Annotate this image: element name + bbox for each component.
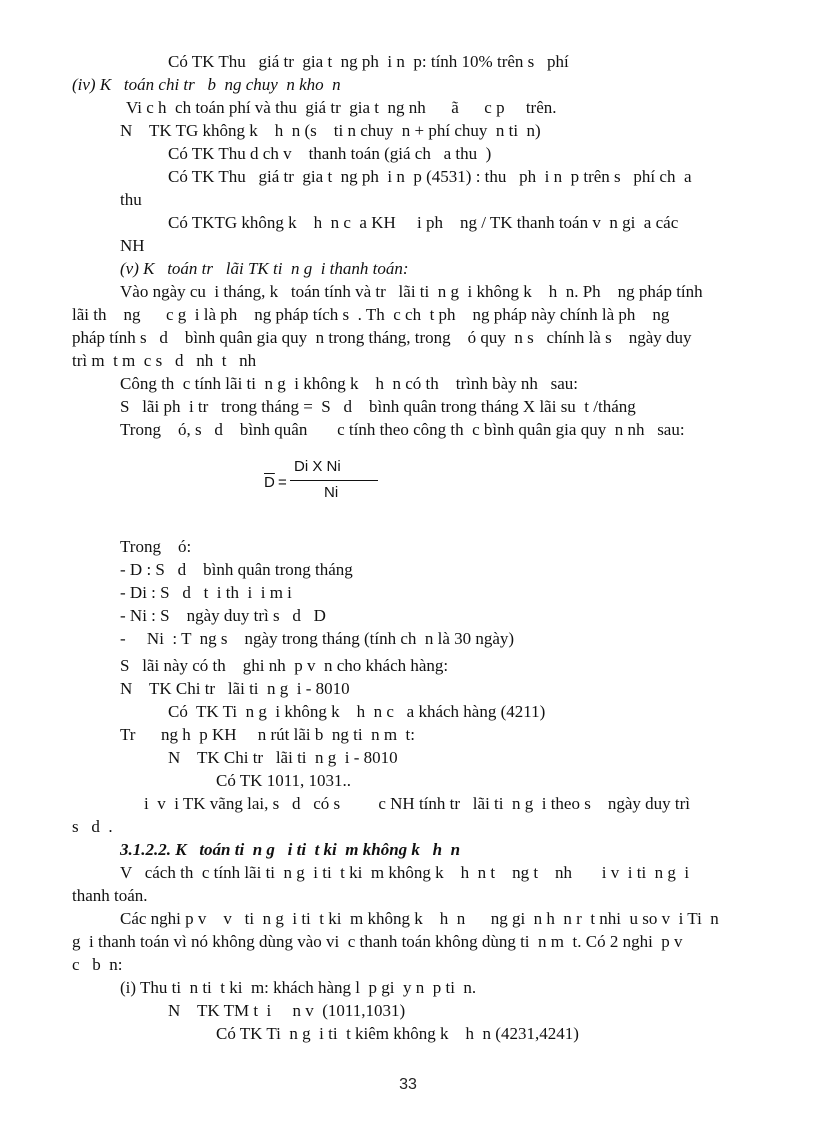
text-line: Có TK Thu giá tr gia t ng ph i n p (4531) : thu ph i n p trên s phí ch a bbox=[168, 167, 692, 186]
text-line: Các nghi p v v ti n g i ti t ki m không k h n ng gi n h n r t nhi u so v i Ti n bbox=[120, 909, 719, 928]
text-line: c b n: bbox=[72, 955, 123, 974]
definition-item: - D : S d bình quân trong tháng bbox=[120, 560, 353, 579]
section-heading: (v) K toán tr lãi TK ti n g i thanh toán: bbox=[120, 259, 409, 278]
text-line: pháp tính s d bình quân gia quy n trong tháng, trong ó quy n s chính là s ngày duy bbox=[72, 328, 692, 347]
text-line: thu bbox=[120, 190, 142, 209]
text-line: S lãi này có th ghi nh p v n cho khách hàng: bbox=[120, 656, 449, 675]
text-line: Vào ngày cu i tháng, k toán tính và tr lãi ti n g i không k h n. Ph ng pháp tính bbox=[120, 282, 703, 301]
text-line: (iv) K toán chi tr b ng chuy n kho n bbox=[72, 75, 341, 94]
text-line: NH bbox=[120, 236, 145, 255]
fraction-bar bbox=[290, 480, 378, 481]
text-line: Có TK Thu giá tr gia t ng ph i n p: tính 10% trên s phí bbox=[168, 52, 569, 71]
definition-item: - Di : S d t i th i i m i bbox=[120, 583, 292, 602]
text-line: Tr ng h p KH n rút lãi b ng ti n m t: bbox=[120, 725, 415, 744]
text-line: lãi th ng c g i là ph ng pháp tích s . Th c ch t ph ng pháp này chính là ph ng bbox=[72, 305, 670, 324]
formula-denominator: Ni bbox=[324, 484, 339, 501]
definition-item: - Ni : S ngày duy trì s d D bbox=[120, 606, 326, 625]
text-line: Công th c tính lãi ti n g i không k h n có th trình bày nh sau: bbox=[120, 374, 579, 393]
average-balance-formula bbox=[264, 458, 364, 506]
text-line: N TK TM t i n v (1011,1031) bbox=[168, 1001, 406, 1020]
text-line: N TK Chi tr lãi ti n g i - 8010 bbox=[120, 679, 350, 698]
formula-numerator: Di X Ni bbox=[294, 458, 341, 475]
formula-equals: = bbox=[278, 474, 287, 491]
text-line: s d . bbox=[72, 817, 113, 836]
text-line: Có TK Thu d ch v thanh toán (giá ch a thu ) bbox=[168, 144, 492, 163]
text-line: Có TKTG không k h n c a KH i ph ng / TK thanh toán v n gi a các bbox=[168, 213, 679, 232]
formula-lhs: $\overline{D}$ bbox=[264, 474, 275, 491]
text-line: thanh toán. bbox=[72, 886, 148, 905]
text-line: Có TK Ti n g i ti t kiêm không k h n (4231,4241) bbox=[216, 1024, 579, 1043]
definition-item: - Ni : T ng s ngày trong tháng (tính ch n là 30 ngày) bbox=[120, 629, 515, 648]
text-line: Trong ó, s d bình quân c tính theo công th c bình quân gia quy n nh sau: bbox=[120, 420, 685, 439]
text-line: i v i TK vãng lai, s d có s c NH tính tr lãi ti n g i theo s ngày duy trì bbox=[144, 794, 690, 813]
text-line: Có TK Ti n g i không k h n c a khách hàng (4211) bbox=[168, 702, 546, 721]
page-number: 33 bbox=[399, 1076, 417, 1093]
text-line: g i thanh toán vì nó không dùng vào vi c thanh toán không dùng ti n m t. Có 2 nghi p v bbox=[72, 932, 683, 951]
text-line: N TK Chi tr lãi ti n g i - 8010 bbox=[168, 748, 398, 767]
text-line: V cách th c tính lãi ti n g i ti t ki m không k h n t ng t nh i v i ti n g i bbox=[120, 863, 690, 882]
text-line: Trong ó: bbox=[120, 537, 192, 556]
text-line: N TK TG không k h n (s ti n chuy n + phí chuy n ti n) bbox=[120, 121, 541, 140]
text-line: Có TK 1011, 1031.. bbox=[216, 771, 352, 790]
text-line: trì m t m c s d nh t nh bbox=[72, 351, 257, 370]
section-heading: 3.1.2.2. K toán ti n g i ti t ki m không k h n bbox=[120, 840, 461, 859]
text-line: S lãi ph i tr trong tháng = S d bình quân trong tháng X lãi su t /tháng bbox=[120, 397, 636, 416]
text-line: Vi c h ch toán phí và thu giá tr gia t ng nh ã c p trên. bbox=[126, 98, 557, 117]
text-line: (i) Thu ti n ti t ki m: khách hàng l p gi y n p ti n. bbox=[120, 978, 477, 997]
